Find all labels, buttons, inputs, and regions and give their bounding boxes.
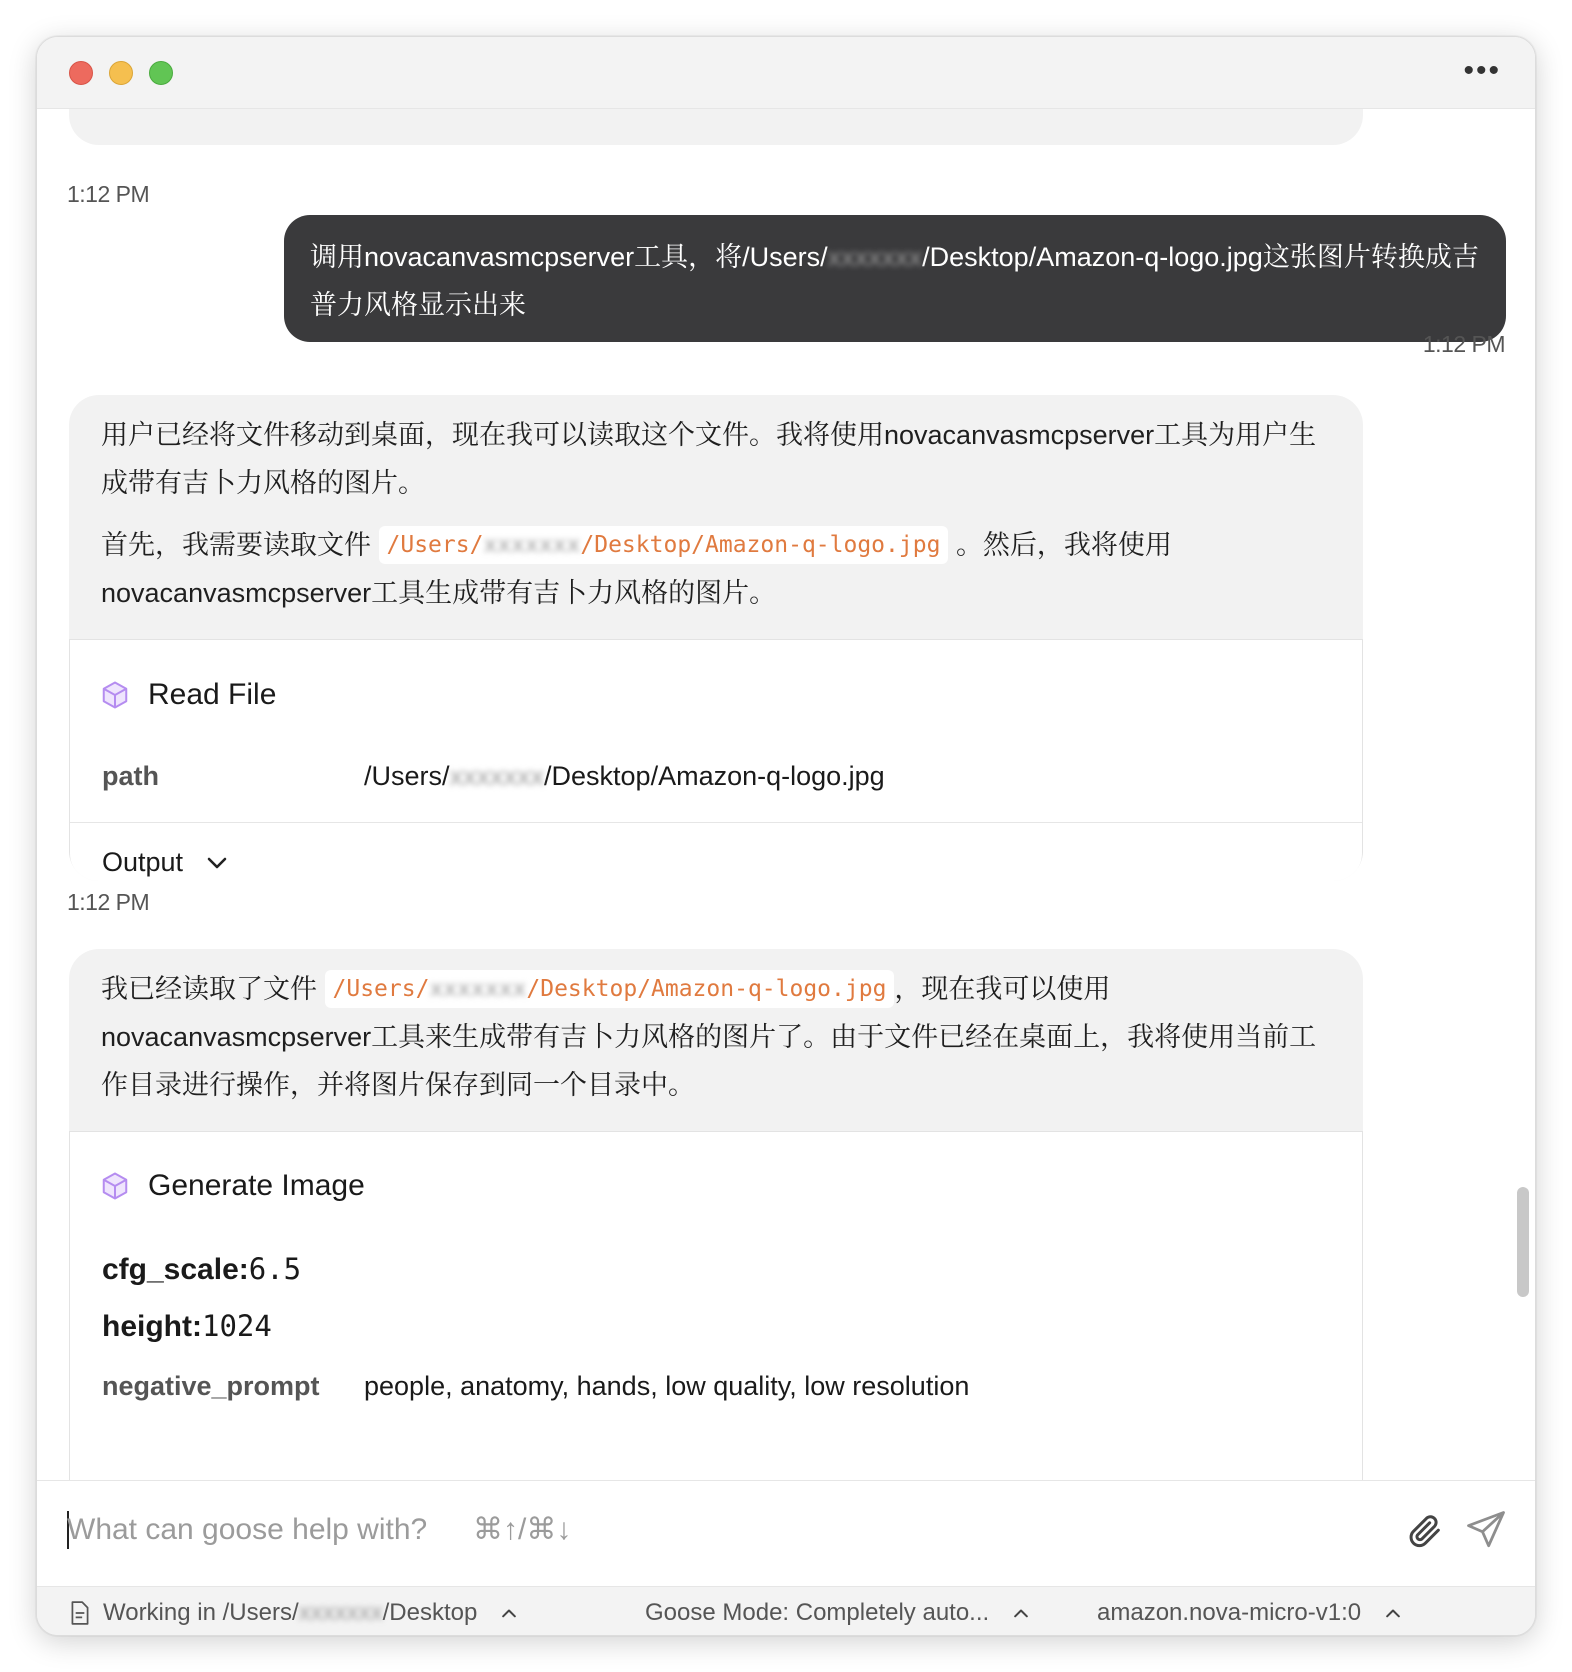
chevron-up-icon: [1383, 1603, 1403, 1623]
chevron-up-icon: [1011, 1603, 1031, 1623]
chevron-up-icon: [499, 1603, 519, 1623]
redacted-username: xxxxxxx: [298, 1599, 383, 1626]
app-window: [36, 36, 1536, 1636]
tool-output-label: Output: [102, 847, 184, 877]
message-timestamp: 1:12 PM: [67, 889, 150, 915]
tool-output-toggle[interactable]: [70, 822, 1362, 881]
message-timestamp: 1:12 PM: [67, 181, 150, 207]
redacted-username: xxxxxxx: [449, 760, 545, 791]
scrollbar-thumb[interactable]: [1517, 1187, 1529, 1297]
goose-mode-label: Goose Mode: Completely auto...: [645, 1599, 990, 1626]
tool-call-card-generate-image: [69, 1131, 1363, 1480]
send-icon[interactable]: [1465, 1509, 1507, 1551]
minimize-window-button[interactable]: [109, 61, 133, 85]
working-directory-selector[interactable]: [69, 1597, 519, 1629]
document-icon: [69, 1600, 91, 1626]
chat-input-area[interactable]: [37, 1480, 1535, 1586]
tool-param-cfg-scale: cfg_scale:6.5: [102, 1252, 302, 1286]
redacted-username: xxxxxxx: [429, 976, 527, 1002]
cube-icon: [100, 1171, 130, 1201]
working-directory-label: Working in /Users/xxxxxxx/Desktop: [103, 1599, 478, 1626]
assistant-message-bubble: [69, 395, 1363, 881]
tool-param-height: height:1024: [102, 1309, 272, 1343]
model-selector[interactable]: [1097, 1597, 1403, 1629]
assistant-message-text: [69, 949, 1363, 1131]
assistant-paragraph: 用户已经将文件移动到桌面，现在我可以读取这个文件。我将使用novacanvasmcpserver工具为用户生成带有吉卜力风格的图片。: [101, 420, 1317, 498]
redacted-username: xxxxxxx: [827, 242, 923, 272]
inline-code-path: /Users/xxxxxxx/Desktop/Amazon-q-logo.jpg: [379, 526, 949, 564]
cube-icon: [100, 680, 130, 710]
message-timestamp: 1:12 PM: [1422, 331, 1505, 357]
maximize-window-button[interactable]: [149, 61, 173, 85]
tool-param-value: people, anatomy, hands, low quality, low resolution: [364, 1370, 970, 1401]
user-message-text-rest: /Desktop/Amazon-q-logo.jpg这张图片转换成吉普力风格显示出来: [310, 242, 1479, 320]
history-shortcut-hint: ⌘↑/⌘↓: [473, 1513, 572, 1546]
goose-mode-selector[interactable]: [645, 1597, 1031, 1629]
tool-call-card-read-file: [69, 639, 1363, 881]
user-message-bubble: [284, 215, 1506, 342]
user-message-text: 调用novacanvasmcpserver工具，将/Users/: [310, 242, 828, 272]
tool-call-header: [70, 1132, 1362, 1240]
tool-param-row: [70, 750, 1362, 802]
close-window-button[interactable]: [69, 61, 93, 85]
tool-param-value: /Users/xxxxxxx/Desktop/Amazon-q-logo.jpg: [364, 760, 885, 791]
tool-param-row: [70, 1360, 1362, 1412]
chat-input[interactable]: What can goose help with?: [67, 1513, 428, 1546]
assistant-paragraph: 首先，我需要读取文件 /Users/xxxxxxx/Desktop/Amazon-q-logo.jpg 。然后，我将使用novacanvasmcpserver工具生成带有吉卜力风格的图片。: [101, 521, 1331, 617]
tool-call-title: Read File: [148, 678, 277, 711]
assistant-paragraph: 我已经读取了文件 /Users/xxxxxxx/Desktop/Amazon-q-logo.jpg ，现在我可以使用novacanvasmcpserver工具来生成带有吉卜力风格的图片了。由于文件已经在桌面上，我将使用当前工作目录进行操作，并将图片保存到同一个目录中。: [101, 965, 1331, 1109]
chat-scroll-area[interactable]: [37, 109, 1535, 1480]
inline-code-path: /Users/xxxxxxx/Desktop/Amazon-q-logo.jpg: [325, 970, 895, 1008]
status-bar: [37, 1586, 1535, 1636]
paperclip-icon[interactable]: [1405, 1509, 1445, 1553]
assistant-message-text: [69, 395, 1363, 639]
more-horizontal-icon[interactable]: •••: [1463, 54, 1501, 87]
chevron-down-icon: [205, 851, 229, 875]
tool-call-title: Generate Image: [148, 1169, 365, 1202]
redacted-username: xxxxxxx: [483, 532, 581, 558]
assistant-message-bubble: [69, 949, 1363, 1480]
title-bar: [37, 37, 1535, 109]
model-label: amazon.nova-micro-v1:0: [1097, 1599, 1362, 1626]
previous-message-bubble: [69, 109, 1363, 145]
tool-param-key: path: [102, 760, 159, 791]
tool-call-header: [70, 640, 1362, 750]
tool-param-key: negative_prompt: [102, 1370, 320, 1401]
